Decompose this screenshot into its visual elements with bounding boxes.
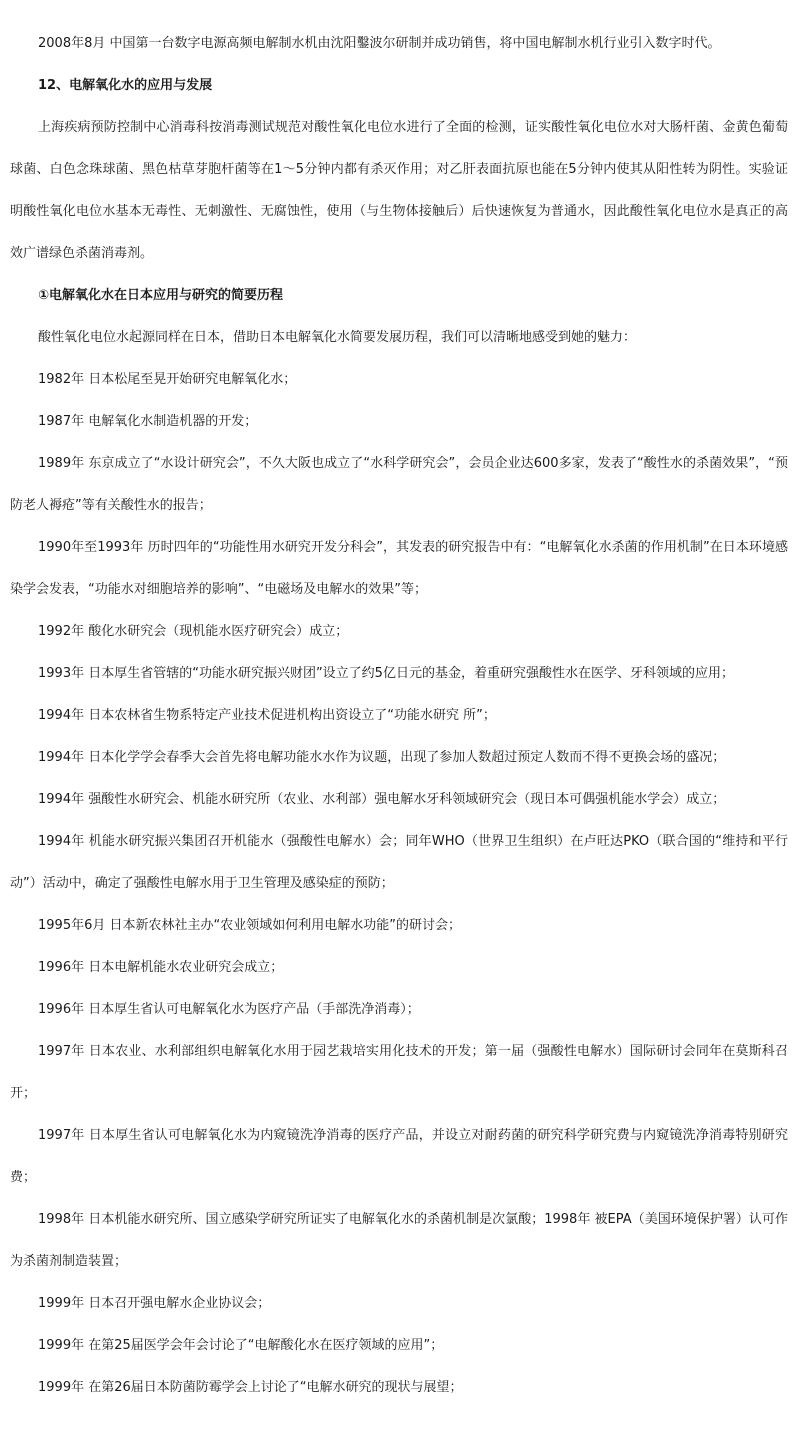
timeline-entry-1998: 1998年 日本机能水研究所、国立感染学研究所证实了电解氧化水的杀菌机制是次氯酸；1998年 被EPA（美国环境保护署）认可作为杀菌剂制造装置；	[10, 1212, 788, 1269]
paragraph-2008-digital-electrolyzer: 2008年8月 中国第一台数字电源高频电解制水机由沈阳鑿波尔研制并成功销售，将中国电解制水机行业引入数字时代。	[38, 36, 721, 51]
timeline-entry-1982: 1982年 日本松尾至晃开始研究电解氧化水；	[38, 372, 297, 387]
timeline-entry-1994-d: 1994年 机能水研究振兴集团召开机能水（强酸性电解水）会；同年WHO（世界卫生组织）在卢旺达PKO（联合国的“维持和平行动”）活动中，确定了强酸性电解水用于卫生管理及感染症的预防；	[10, 834, 788, 891]
timeline-entry-1999-c: 1999年 在第26届日本防菌防霉学会上讨论了“电解水研究的现状与展望；	[38, 1380, 463, 1395]
timeline-entry-1990-1993: 1990年至1993年 历时四年的“功能性用水研究开发分科会”，其发表的研究报告中有：“电解氧化水杀菌的作用机制”在日本环境感染学会发表，“功能水对细胞培养的影响”、“电磁场及电解水的效果”等；	[10, 540, 788, 597]
timeline-entry-1992: 1992年 酸化水研究会（现机能水医疗研究会）成立；	[38, 624, 349, 639]
paragraph-origin-japan: 酸性氧化电位水起源同样在日本，借助日本电解氧化水简要发展历程，我们可以清晰地感受到她的魅力：	[38, 330, 637, 345]
timeline-entry-1999-a: 1999年 日本召开强电解水企业协议会；	[38, 1296, 271, 1311]
timeline-entry-1994-b: 1994年 日本化学学会春季大会首先将电解功能水水作为议题，出现了参加人数超过预定人数而不得不更换会场的盛况；	[38, 750, 726, 765]
timeline-entry-1994-a: 1994年 日本农林省生物系特定产业技术促进机构出资设立了“功能水研究 所”；	[38, 708, 496, 723]
timeline-entry-1996-a: 1996年 日本电解机能水农业研究会成立；	[38, 960, 284, 975]
section-heading-12: 12、电解氧化水的应用与发展	[38, 78, 213, 93]
timeline-entry-1989: 1989年 东京成立了“水设计研究会”，不久大阪也成立了“水科学研究会”，会员企业达600多家，发表了“酸性水的杀菌效果”，“预防老人褥疮”等有关酸性水的报告；	[10, 456, 788, 513]
timeline-entry-1993: 1993年 日本厚生省管辖的“功能水研究振兴财团”设立了约5亿日元的基金，着重研究强酸性水在医学、牙科领域的应用；	[38, 666, 734, 681]
subsection-heading-japan-history: ①电解氧化水在日本应用与研究的简要历程	[38, 288, 284, 303]
paragraph-shanghai-cdc-test: 上海疾病预防控制中心消毒科按消毒测试规范对酸性氧化电位水进行了全面的检测，证实酸性氧化电位水对大肠杆菌、金黄色葡萄球菌、白色念珠球菌、黑色枯草芽胞杆菌等在1～5分钟内都有杀灭作用；对乙肝表面抗原也能在5分钟内使其从阳性转为阴性。实验证明酸性氧化电位水基本无毒性、无刺激性、无腐蚀性，使用（与生物体接触后）后快速恢复为普通水，因此酸性氧化电位水是真正的高效广谱绿色杀菌消毒剂。	[10, 120, 788, 261]
timeline-entry-1994-c: 1994年 强酸性水研究会、机能水研究所（农业、水利部）强电解水牙科领域研究会（现日本可偶强机能水学会）成立；	[38, 792, 726, 807]
timeline-entry-1997-a: 1997年 日本农业、水利部组织电解氧化水用于园艺栽培实用化技术的开发；第一届（强酸性电解水）国际研讨会同年在莫斯科召开；	[10, 1044, 788, 1101]
timeline-entry-1996-b: 1996年 日本厚生省认可电解氧化水为医疗产品（手部洗净消毒）；	[38, 1002, 420, 1017]
timeline-entry-1997-b: 1997年 日本厚生省认可电解氧化水为内窥镜洗净消毒的医疗产品，并设立对耐药菌的研究科学研究费与内窥镜洗净消毒特别研究费；	[10, 1128, 788, 1185]
timeline-entry-1995: 1995年6月 日本新农林社主办“农业领域如何利用电解水功能”的研讨会；	[38, 918, 461, 933]
timeline-entry-1999-b: 1999年 在第25届医学会年会讨论了“电解酸化水在医疗领域的应用”；	[38, 1338, 444, 1353]
timeline-entry-1987: 1987年 电解氧化水制造机器的开发；	[38, 414, 258, 429]
